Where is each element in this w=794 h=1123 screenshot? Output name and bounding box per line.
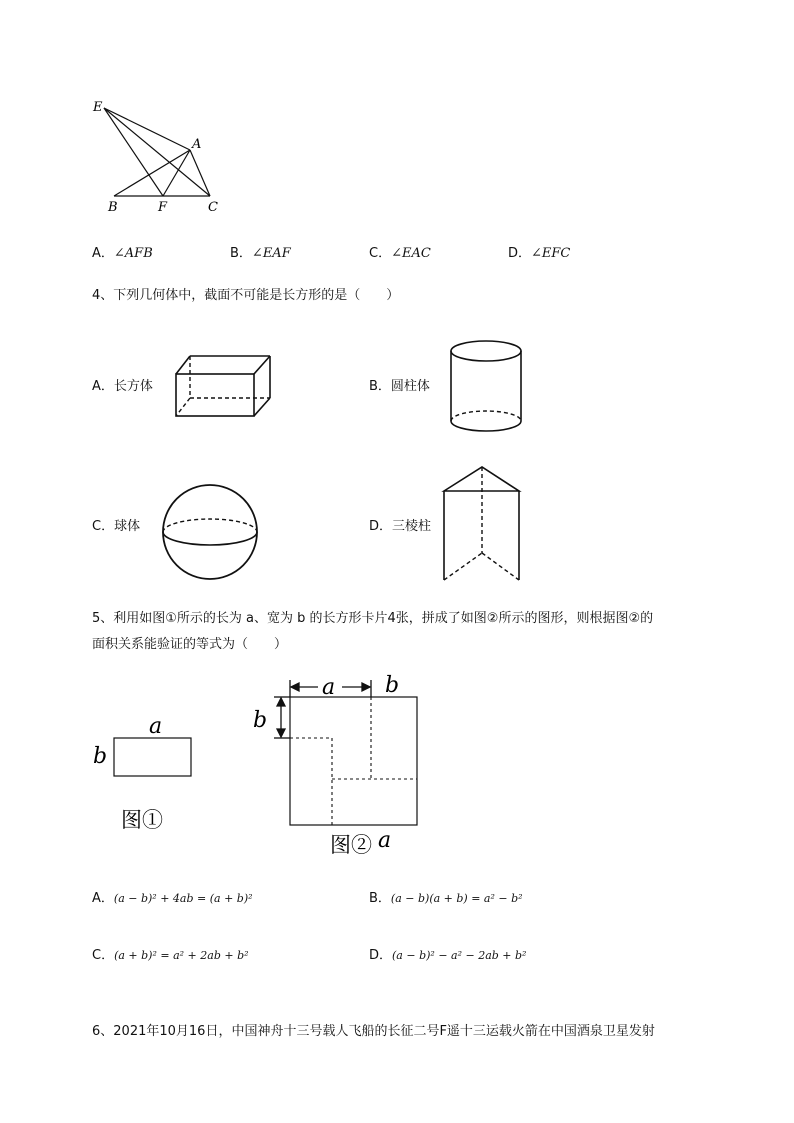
option-text: (a − b)(a + b) = a² − b² <box>390 892 523 905</box>
fig2-a-label-bottom: a <box>378 828 392 853</box>
q5-option-c[interactable] <box>92 944 249 963</box>
option-letter: C． <box>92 948 115 963</box>
q4-stem: 4、下列几何体中，截面不可能是长方形的是（ ） <box>92 288 400 303</box>
option-text: (a − b)² + 4ab = (a + b)² <box>113 892 253 905</box>
option-text: 长方体 <box>113 379 153 394</box>
option-text: (a + b)² = a² + 2ab + b² <box>114 949 249 962</box>
fig2-b-label-top: b <box>385 673 400 698</box>
fig1-a-label: a <box>149 714 163 739</box>
point-label-a: A <box>192 137 202 152</box>
option-text: ∠EAF <box>251 246 291 261</box>
option-text: 圆柱体 <box>390 379 430 394</box>
point-label-c: C <box>208 200 218 215</box>
fig1-caption: 图① <box>121 808 163 832</box>
option-text: 球体 <box>114 519 141 534</box>
option-text: ∠AFB <box>113 246 153 261</box>
option-letter: A． <box>92 891 114 906</box>
option-text: ∠EFC <box>531 246 571 261</box>
option-letter: A． <box>92 246 114 261</box>
point-label-b: B <box>108 200 118 215</box>
option-letter: B． <box>230 246 252 261</box>
q5-stem-line1: 5、利用如图①所示的长为 a、宽为 b 的长方形卡片4张，拼成了如图②所示的图形，则根据图②的 <box>92 611 654 626</box>
q6-stem: 6、2021年10月16日，中国神舟十三号载人飞船的长征二号F遥十三运载火箭在中国酒泉卫星发射 <box>92 1024 655 1039</box>
q5-option-d[interactable] <box>369 944 526 963</box>
option-letter: B． <box>369 891 391 906</box>
option-letter: D． <box>369 519 393 534</box>
fig2-caption: 图② <box>330 833 372 857</box>
option-letter: D． <box>508 246 532 261</box>
option-letter: C． <box>92 519 115 534</box>
fig1-b-label: b <box>93 744 108 769</box>
q5-option-b[interactable] <box>369 887 523 906</box>
q5-stem-line2: 面积关系能验证的等式为（ ） <box>92 637 288 652</box>
fig2-b-label-left: b <box>253 708 268 733</box>
point-label-f: F <box>158 200 168 215</box>
option-letter: A． <box>92 379 114 394</box>
option-letter: B． <box>369 379 391 394</box>
option-text: 三棱柱 <box>392 519 432 534</box>
option-letter: C． <box>369 246 392 261</box>
point-label-e: E <box>93 100 103 115</box>
q5-option-a[interactable] <box>92 887 253 906</box>
option-text: (a − b)² − a² − 2ab + b² <box>392 949 527 962</box>
option-text: ∠EAC <box>391 246 431 261</box>
fig2-a-label-top: a <box>322 675 336 700</box>
option-letter: D． <box>369 948 393 963</box>
